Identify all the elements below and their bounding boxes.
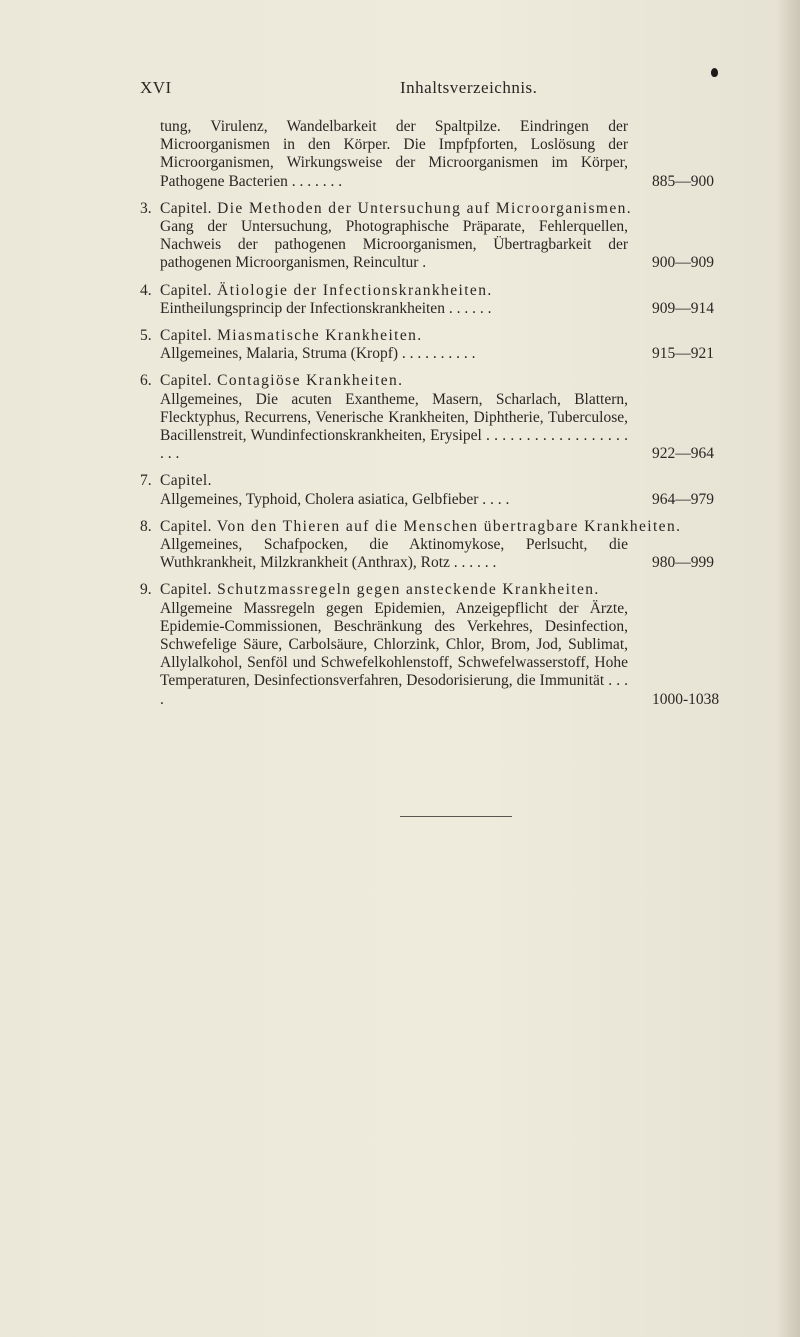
entry-pages: 980—999 [652, 554, 714, 572]
toc-entry [140, 282, 740, 318]
entry-pages: 922—964 [652, 445, 714, 463]
entry-pages: 1000-1038 [652, 690, 720, 708]
chapter-label: Capitel. [160, 281, 212, 299]
chapter-heading [140, 518, 740, 536]
entry-pages: 885—900 [652, 172, 714, 190]
chapter-label: Capitel. [160, 581, 212, 599]
chapter-label: Capitel. [160, 327, 212, 345]
chapter-heading [140, 581, 740, 599]
chapter-title-text: Die Methoden der Untersuchung auf Microorganismen. [217, 199, 633, 217]
entry-pages: 915—921 [652, 345, 714, 363]
chapter-title [160, 282, 493, 300]
ink-spot [711, 68, 718, 77]
chapter-heading [140, 327, 740, 345]
toc-entry [140, 372, 740, 463]
chapter-title [160, 518, 681, 536]
chapter-number: 7. [140, 472, 152, 490]
entry-description: Allgemeines, Typhoid, Cholera asiatica, Gelbfieber . . . . [160, 490, 510, 508]
chapter-title-text: Contagiöse Krankheiten. [217, 372, 404, 390]
entry-description: Allgemeine Massregeln gegen Epidemien, Anzeigepflicht der Ärzte, Epidemie-Commissionen, Beschränkung des Verkehres, Desinfection, Schwefelige Säure, Carbolsäure, Chlorzink, Chlor, Brom, Jod, Sublimat, Allylalkohol, Senföl und Schwefelkohlenstoff, Schwefelwasserstoff, Hohe Temperaturen, Desinfectionsverfahren, Desodorisierung, die Immunität . . . . [160, 599, 628, 708]
toc-entry [140, 518, 740, 573]
chapter-label: Capitel. [160, 517, 212, 535]
running-title: Inhaltsverzeichnis. [400, 78, 538, 97]
chapter-heading [140, 200, 740, 218]
entry-description: tung, Virulenz, Wandelbarkeit der Spaltpilze. Eindringen der Microorganismen in den Körper. Die Impfpforten, Loslösung der Microorganismen, Wirkungsweise der Microorganismen im Körper, Pathogene Bacterien . . . . . . . [160, 118, 628, 190]
page-header [0, 78, 800, 100]
toc-entry [140, 118, 740, 191]
entry-description: Allgemeines, Malaria, Struma (Kropf) . . . . . . . . . . [160, 345, 476, 363]
table-of-contents [140, 118, 740, 718]
chapter-title [160, 581, 600, 599]
entry-description: Allgemeines, Schafpocken, die Aktinomykose, Perlsucht, die Wuthkrankheit, Milzkrankheit (Anthrax), Rotz . . . . . . [160, 536, 628, 572]
entry-description: Eintheilungsprincip der Infectionskrankheiten . . . . . . [160, 299, 492, 317]
entry-description: Allgemeines, Die acuten Exantheme, Masern, Scharlach, Blattern, Flecktyphus, Recurrens, Venerische Krankheiten, Diphtherie, Tuberculose, Bacillenstreit, Wundinfectionskrankheiten, Erysipel . . . . . . . . . . . . . . . . . . . . . [160, 390, 628, 463]
chapter-number: 3. [140, 199, 152, 217]
chapter-number: 5. [140, 327, 152, 345]
entry-description: Gang der Untersuchung, Photographische Präparate, Fehlerquellen, Nachweis der pathogenen Microorganismen, Übertragbarkeit der pathogenen Microorganismen, Reincultur . [160, 218, 628, 272]
chapter-heading [140, 372, 740, 390]
chapter-title [160, 472, 212, 490]
chapter-title [160, 200, 632, 218]
chapter-title-text: Ätiologie der Infectionskrankheiten. [217, 281, 493, 299]
chapter-title-text: Miasmatische Krankheiten. [217, 327, 423, 345]
chapter-heading [140, 282, 740, 300]
chapter-number: 4. [140, 281, 152, 299]
chapter-heading [140, 472, 740, 490]
chapter-number: 8. [140, 517, 152, 535]
section-end-rule [400, 816, 512, 817]
toc-entry [140, 472, 740, 508]
entry-pages: 900—909 [652, 254, 714, 272]
chapter-title [160, 372, 403, 390]
chapter-label: Capitel. [160, 372, 212, 390]
page-number: XVI [140, 78, 172, 97]
chapter-number: 9. [140, 581, 152, 599]
chapter-title [160, 327, 423, 345]
chapter-label: Capitel. [160, 472, 212, 490]
toc-entry [140, 200, 740, 273]
toc-entry [140, 581, 740, 708]
chapter-label: Capitel. [160, 199, 212, 217]
chapter-number: 6. [140, 372, 152, 390]
chapter-title-text: Von den Thieren auf die Menschen übertragbare Krankheiten. [216, 517, 682, 535]
chapter-title-text: Schutzmassregeln gegen ansteckende Krankheiten. [217, 581, 600, 599]
page-edge-shadow [776, 0, 800, 1337]
entry-pages: 909—914 [652, 299, 714, 317]
entry-pages: 964—979 [652, 490, 714, 508]
toc-entry [140, 327, 740, 363]
